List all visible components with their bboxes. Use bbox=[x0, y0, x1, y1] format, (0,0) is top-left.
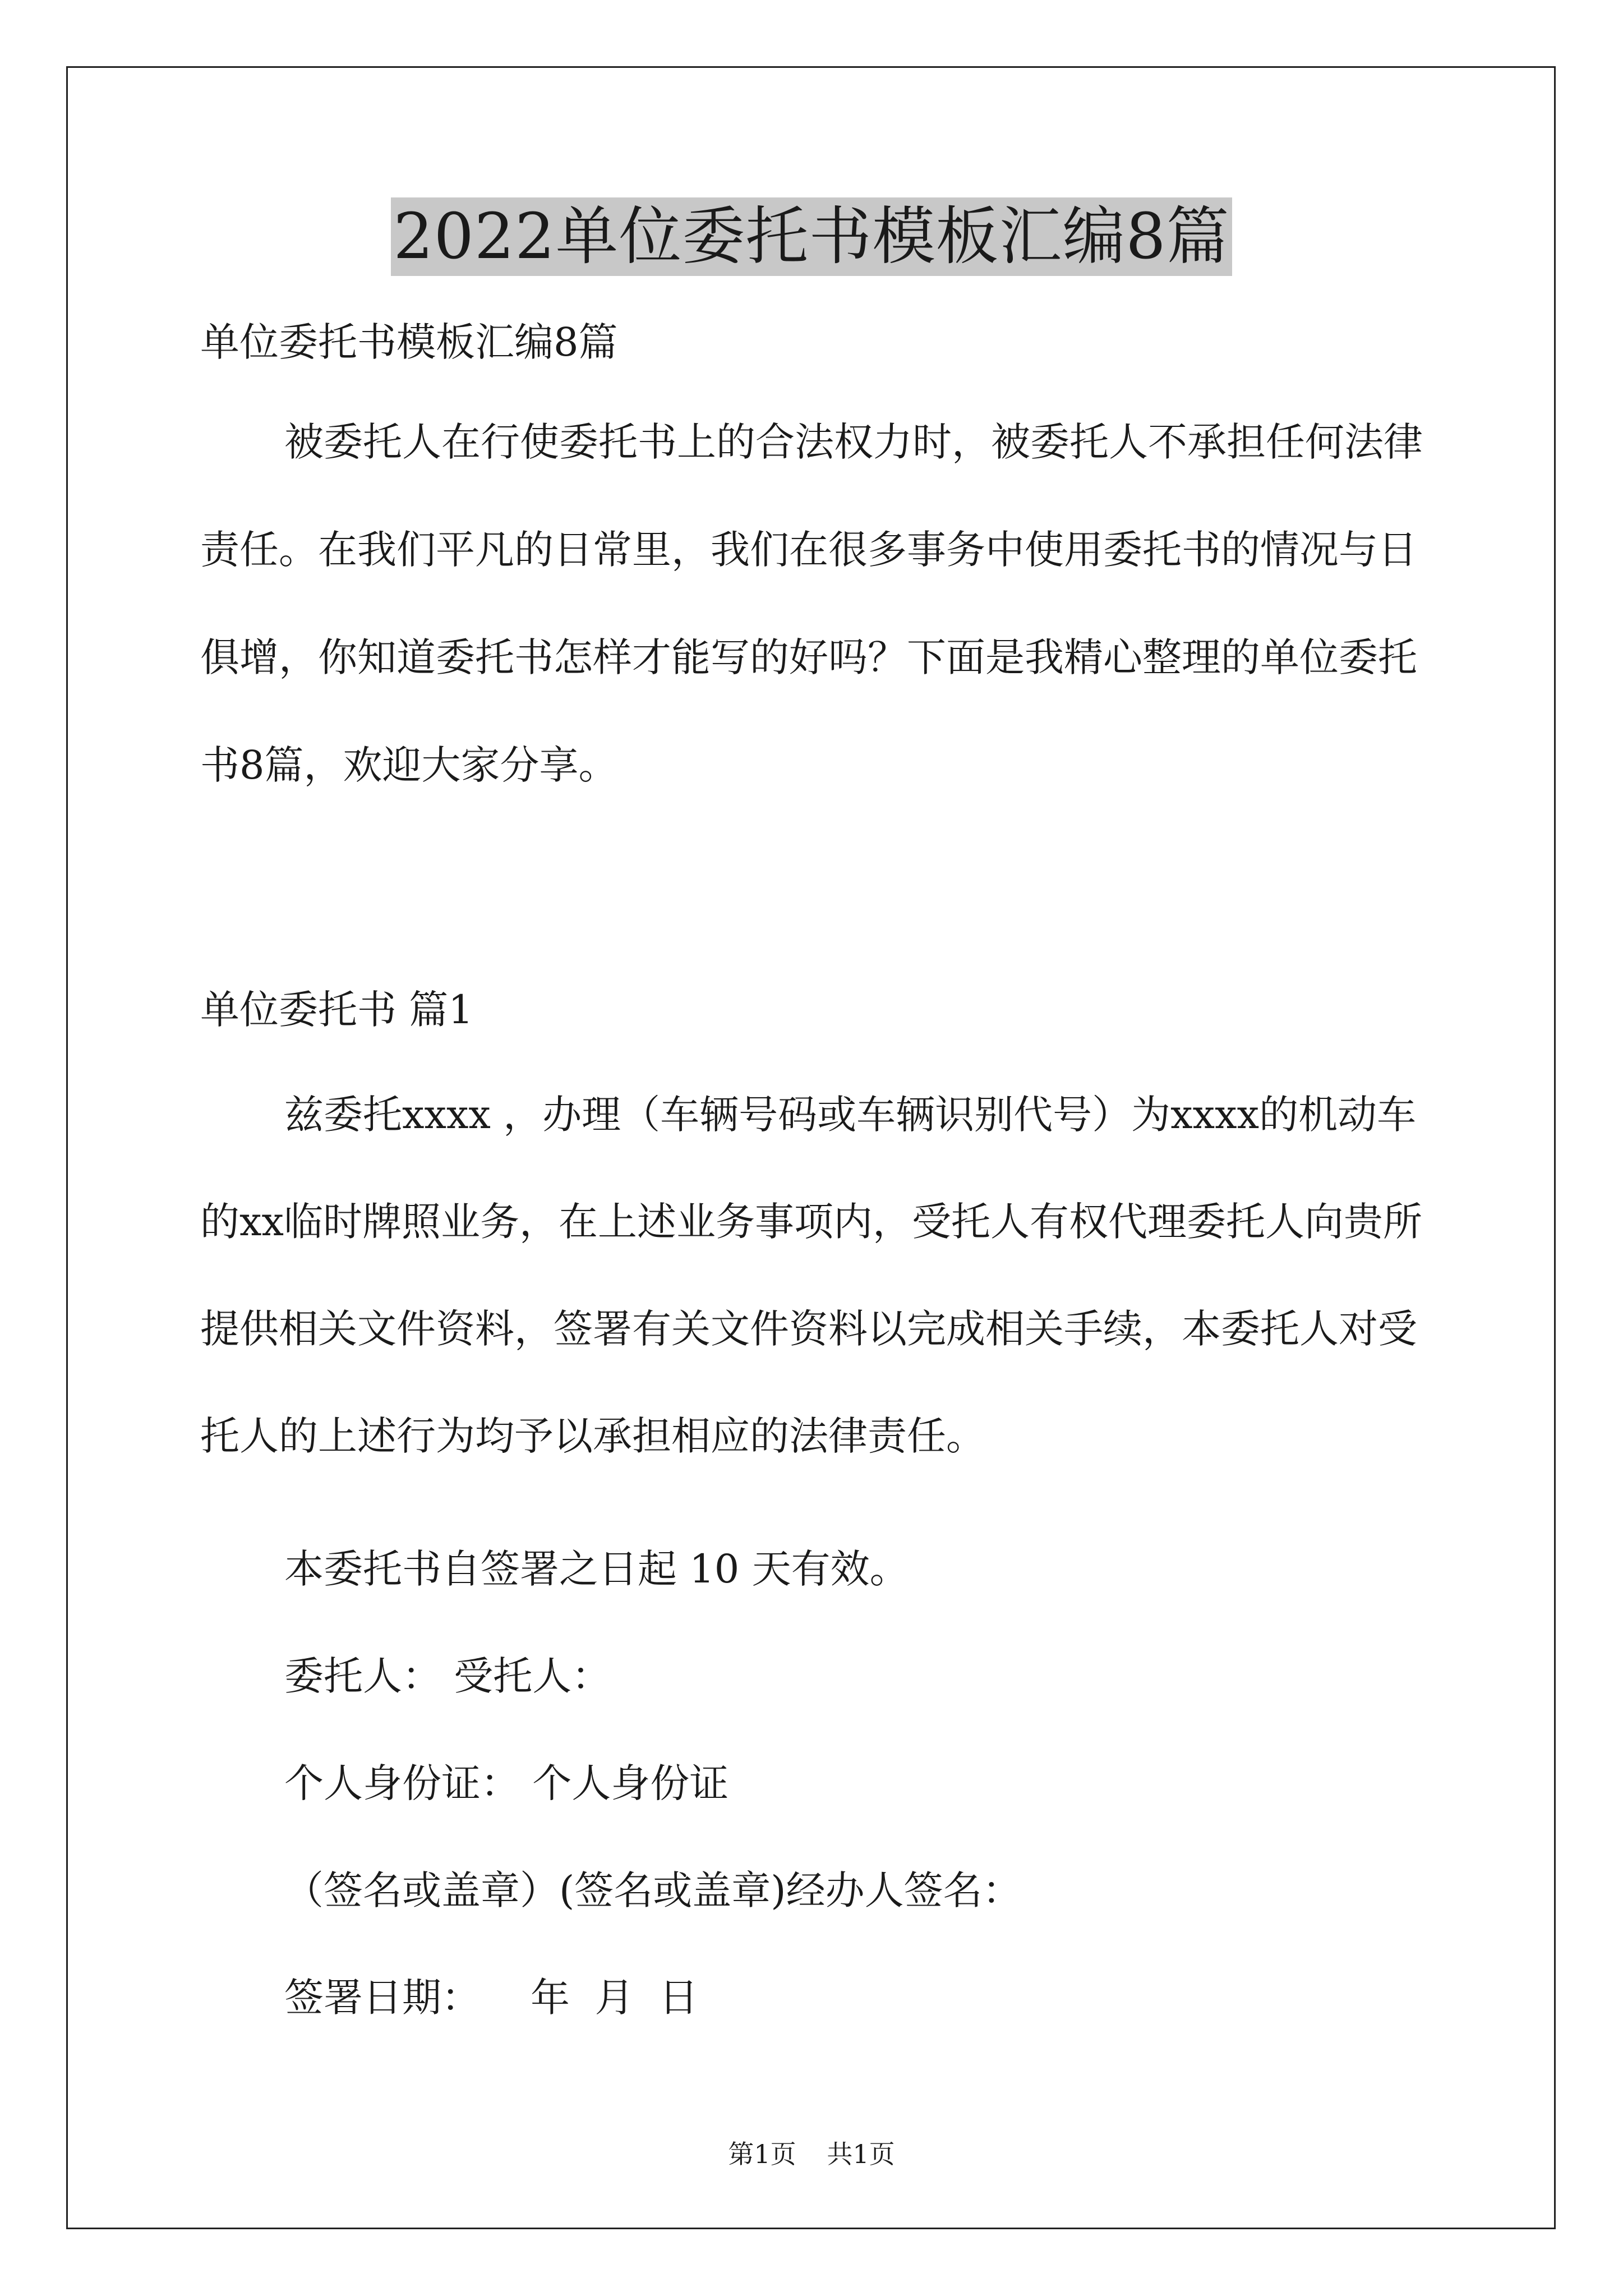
page-footer bbox=[0, 2137, 1623, 2171]
signature-line: （签名或盖章）(签名或盖章)经办人签名： bbox=[284, 1867, 1022, 1913]
title-wrapper bbox=[0, 197, 1623, 276]
page-total: 共1页 bbox=[827, 2139, 895, 2169]
id-card-line: 个人身份证： 个人身份证 bbox=[284, 1760, 729, 1806]
intro-paragraph: 被委托人在行使委托书上的合法权力时，被委托人不承担任何法律责任。在我们平凡的日常里，我们在很多事务中使用委托书的情况与日俱增，你知道委托书怎样才能写的好吗？下面是我精心整理的单位委托书8篇，欢迎大家分享。 bbox=[200, 419, 1423, 788]
page-number: 第1页 bbox=[728, 2139, 796, 2169]
parties-line: 委托人： 受托人： bbox=[284, 1653, 611, 1699]
document-body bbox=[200, 314, 1434, 2026]
sign-date-line: 签署日期： 年 月 日 bbox=[284, 1975, 699, 2021]
document-title: 2022单位委托书模板汇编8篇 bbox=[391, 197, 1232, 276]
validity-line: 本委托书自签署之日起 10 天有效。 bbox=[284, 1546, 909, 1592]
section-heading: 单位委托书 篇1 bbox=[200, 987, 473, 1033]
section-body-paragraph: 兹委托xxxx ，办理（车辆号码或车辆识别代号）为xxxx的机动车的xx临时牌照业务，在上述业务事项内，受托人有权代理委托人向贵所提供相关文件资料，签署有关文件资料以完成相关手续，本委托人对受托人的上述行为均予以承担相应的法律责任。 bbox=[200, 1092, 1422, 1459]
document-subtitle: 单位委托书模板汇编8篇 bbox=[200, 319, 618, 365]
